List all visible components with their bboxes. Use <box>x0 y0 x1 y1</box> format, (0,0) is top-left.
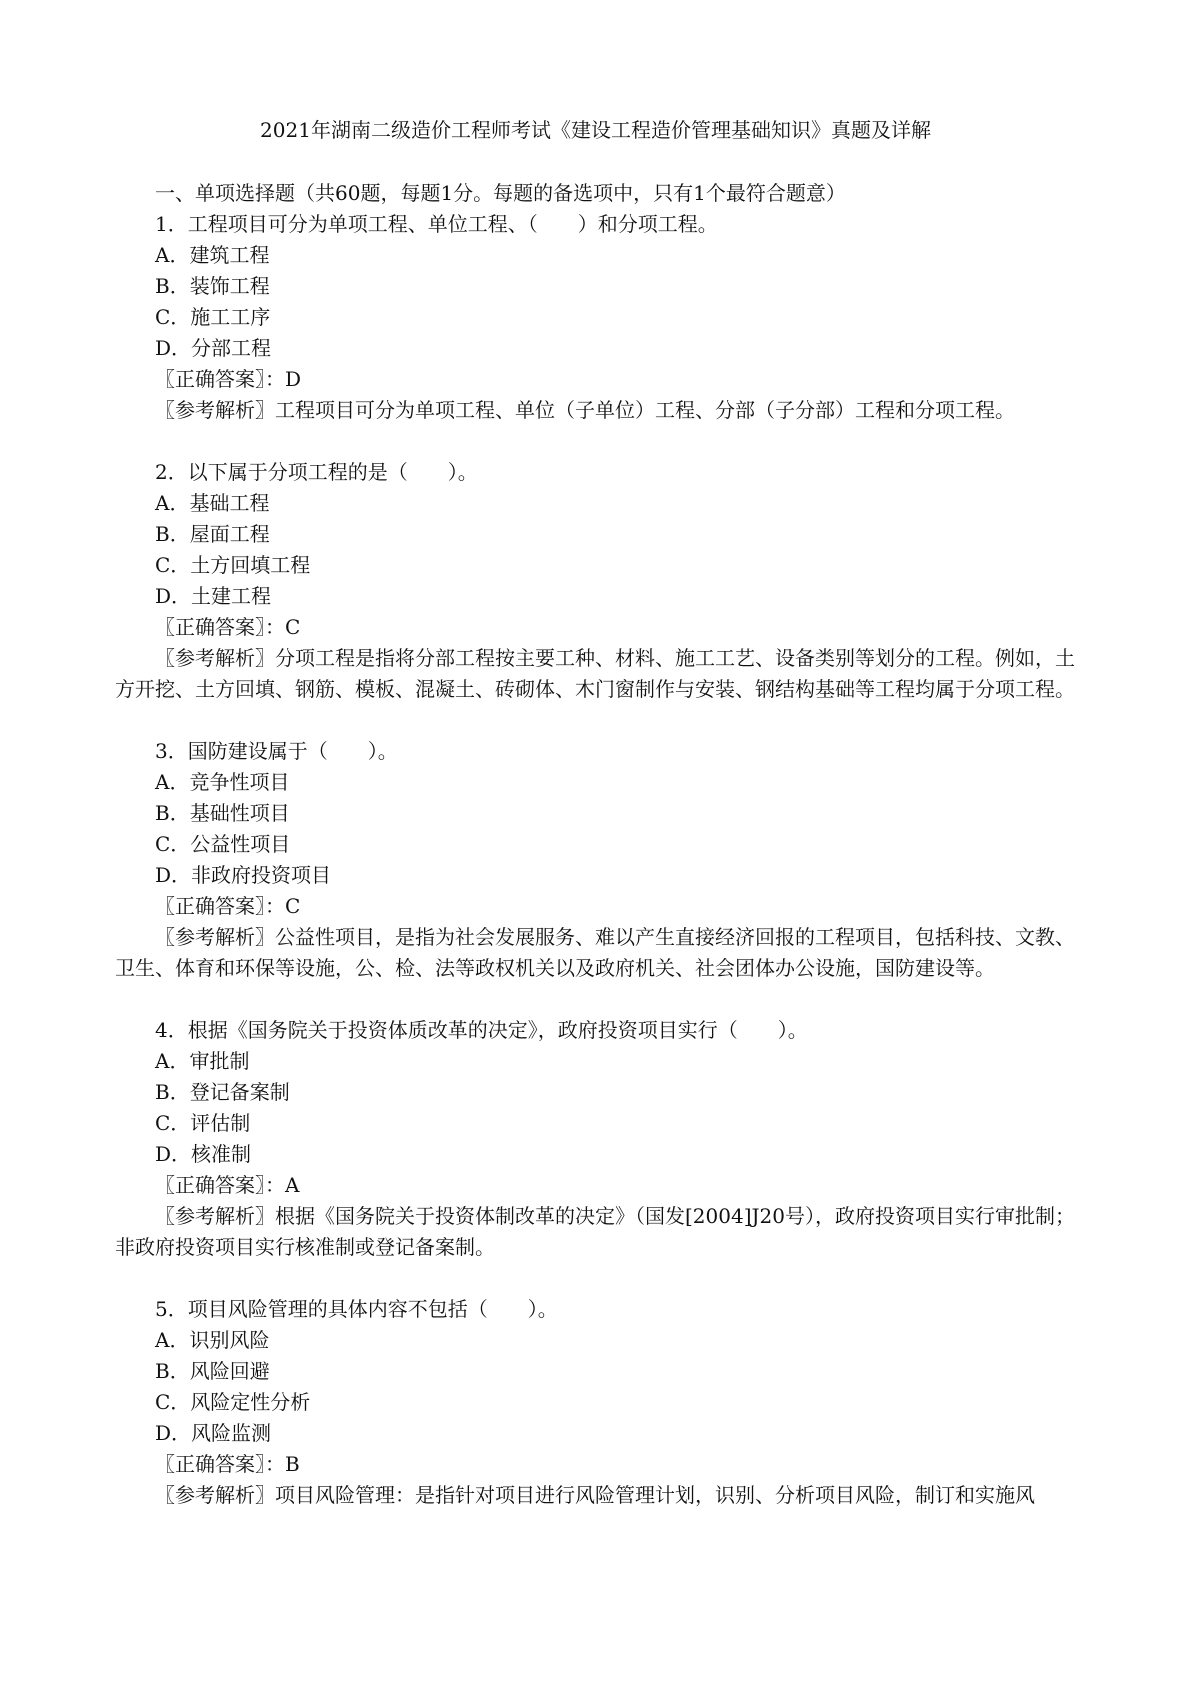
spacer <box>115 426 1080 457</box>
spacer <box>115 705 1080 736</box>
option-d: D．分部工程 <box>155 336 272 360</box>
option-d: D．核准制 <box>155 1142 252 1166</box>
option-c: C．土方回填工程 <box>155 553 311 577</box>
option-b: B．装饰工程 <box>155 274 270 298</box>
question-1 <box>115 209 1080 426</box>
question-stem: 4．根据《国务院关于投资体质改革的决定》，政府投资项目实行（ ）。 <box>155 1018 808 1042</box>
analysis: 〖参考解析〗分项工程是指将分部工程按主要工种、材料、施工工艺、设备类别等划分的工程。例如，土方开挖、土方回填、钢筋、模板、混凝土、砖砌体、木门窗制作与安装、钢结构基础等工程均属于分项工程。 <box>115 646 1075 701</box>
option-b: B．基础性项目 <box>155 801 290 825</box>
correct-answer: 〖正确答案〗：C <box>155 615 301 639</box>
section-heading: 一、单项选择题（共60题，每题1分。每题的备选项中，只有1个最符合题意） <box>155 181 846 205</box>
document-title: 2021年湖南二级造价工程师考试《建设工程造价管理基础知识》真题及详解 <box>260 118 931 142</box>
spacer <box>115 984 1080 1015</box>
correct-answer: 〖正确答案〗：B <box>155 1452 300 1476</box>
question-2 <box>115 457 1080 705</box>
question-stem: 1．工程项目可分为单项工程、单位工程、（ ）和分项工程。 <box>155 212 718 236</box>
question-stem: 2．以下属于分项工程的是（ ）。 <box>155 460 478 484</box>
analysis: 〖参考解析〗公益性项目，是指为社会发展服务、难以产生直接经济回报的工程项目，包括科技、文教、卫生、体育和环保等设施，公、检、法等政权机关以及政府机关、社会团体办公设施，国防建设等。 <box>115 925 1075 980</box>
option-a: A．基础工程 <box>155 491 270 515</box>
option-b: B．登记备案制 <box>155 1080 290 1104</box>
option-a: A．建筑工程 <box>155 243 270 267</box>
spacer <box>115 1263 1080 1294</box>
option-d: D．风险监测 <box>155 1421 272 1445</box>
option-b: B．屋面工程 <box>155 522 270 546</box>
option-d: D．土建工程 <box>155 584 272 608</box>
analysis: 〖参考解析〗工程项目可分为单项工程、单位（子单位）工程、分部（子分部）工程和分项工程。 <box>155 398 1015 422</box>
question-4 <box>115 1015 1080 1263</box>
option-c: C．施工工序 <box>155 305 271 329</box>
option-c: C．风险定性分析 <box>155 1390 311 1414</box>
option-d: D．非政府投资项目 <box>155 863 332 887</box>
option-a: A．识别风险 <box>155 1328 270 1352</box>
option-a: A．审批制 <box>155 1049 250 1073</box>
question-5 <box>115 1294 1080 1511</box>
question-3 <box>115 736 1080 984</box>
document-body <box>115 178 1080 1511</box>
analysis: 〖参考解析〗根据《国务院关于投资体制改革的决定》（国发[2004]J20号），政府投资项目实行审批制；非政府投资项目实行核准制或登记备案制。 <box>115 1204 1075 1259</box>
correct-answer: 〖正确答案〗：C <box>155 894 301 918</box>
question-stem: 3．国防建设属于（ ）。 <box>155 739 398 763</box>
analysis: 〖参考解析〗项目风险管理：是指针对项目进行风险管理计划，识别、分析项目风险，制订和实施风 <box>155 1483 1035 1507</box>
option-c: C．公益性项目 <box>155 832 291 856</box>
option-c: C．评估制 <box>155 1111 251 1135</box>
option-a: A．竞争性项目 <box>155 770 290 794</box>
question-stem: 5．项目风险管理的具体内容不包括（ ）。 <box>155 1297 558 1321</box>
correct-answer: 〖正确答案〗：D <box>155 367 302 391</box>
correct-answer: 〖正确答案〗：A <box>155 1173 300 1197</box>
option-b: B．风险回避 <box>155 1359 270 1383</box>
